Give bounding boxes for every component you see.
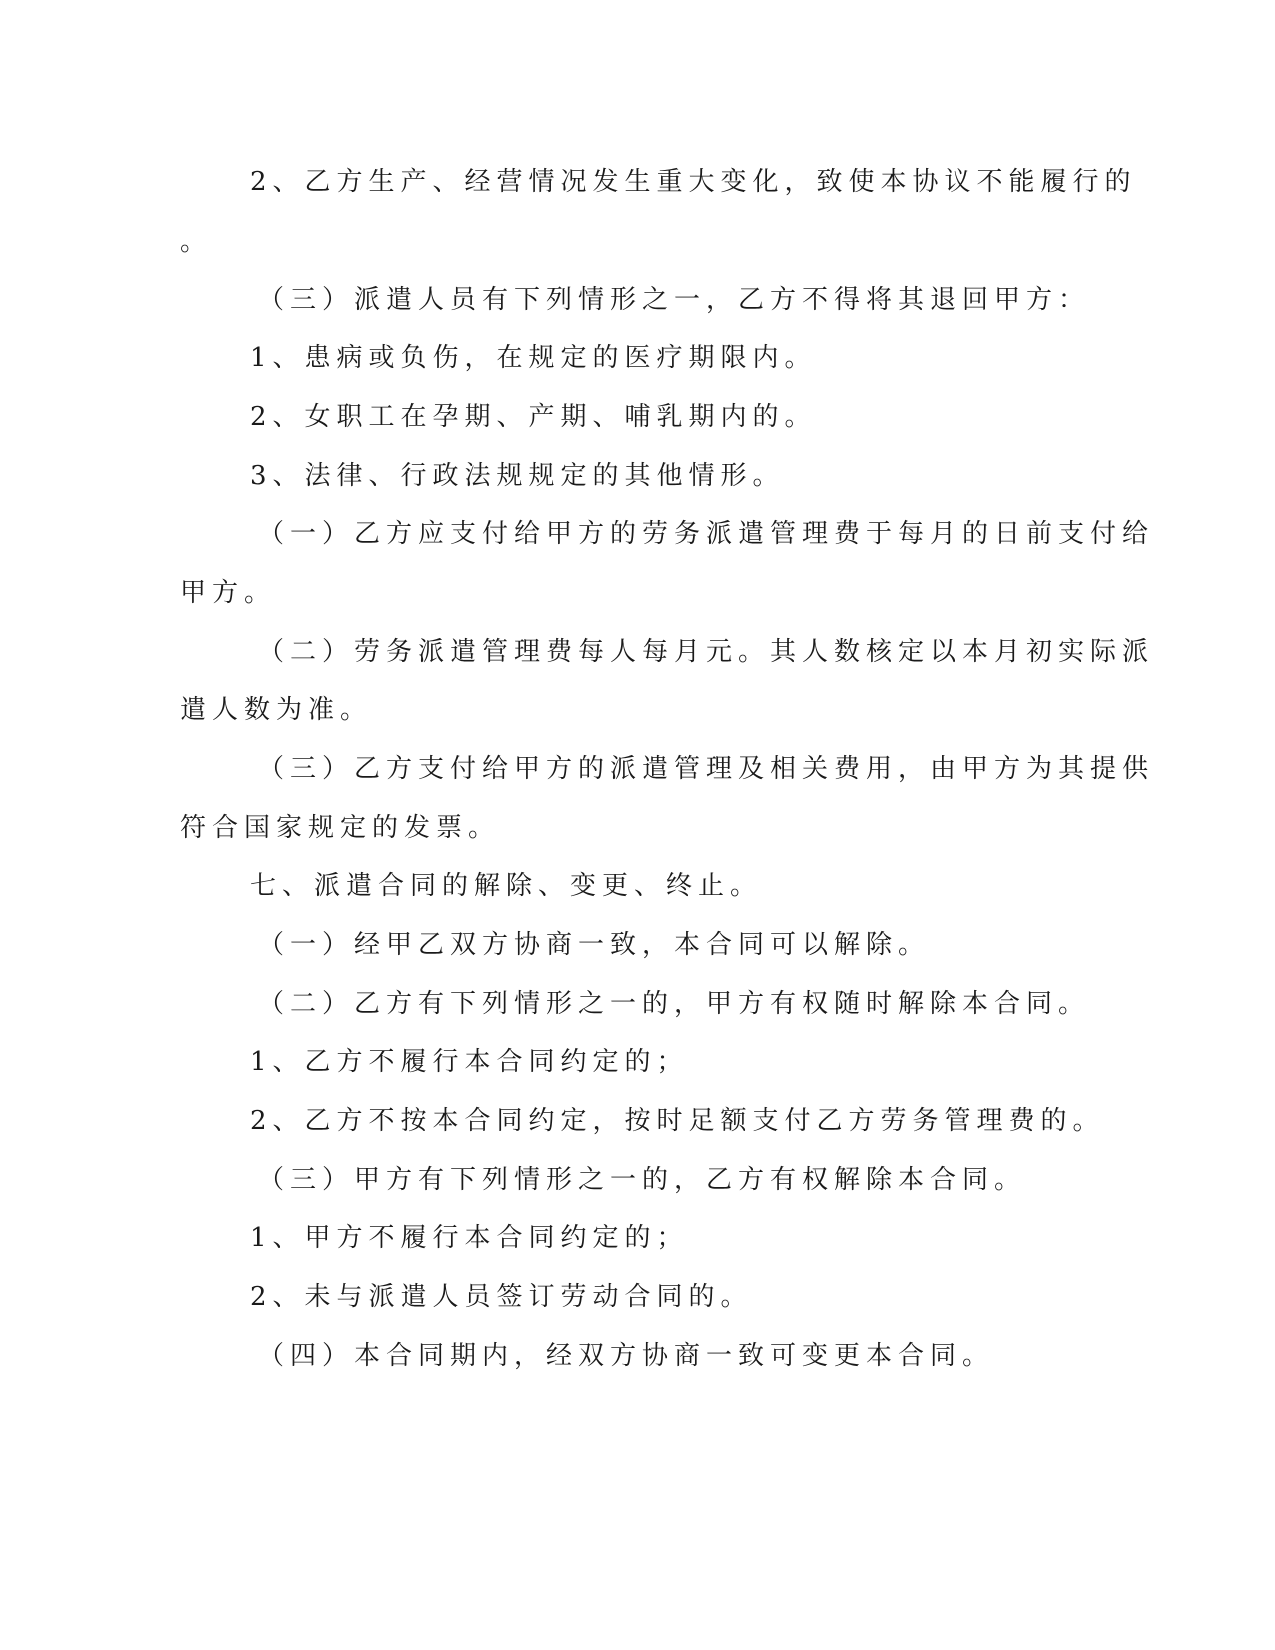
paragraph-line: （三）乙方支付给甲方的派遣管理及相关费用，由甲方为其提供 xyxy=(258,754,1155,784)
paragraph-line: 2、女职工在孕期、产期、哺乳期内的。 xyxy=(250,402,817,432)
paragraph-line: 1、乙方不履行本合同约定的； xyxy=(250,1047,689,1077)
paragraph-line: （四）本合同期内，经双方协商一致可变更本合同。 xyxy=(258,1341,995,1371)
paragraph-line: （一）经甲乙双方协商一致，本合同可以解除。 xyxy=(258,930,931,960)
paragraph-line: 甲方。 xyxy=(180,578,277,608)
paragraph-line: （二）乙方有下列情形之一的，甲方有权随时解除本合同。 xyxy=(258,989,1091,1019)
paragraph-line: （二）劳务派遣管理费每人每月元。其人数核定以本月初实际派 xyxy=(258,637,1155,667)
section-heading: 七、派遣合同的解除、变更、终止。 xyxy=(250,871,763,901)
paragraph-line: 1、甲方不履行本合同约定的； xyxy=(250,1223,689,1253)
paragraph-line: 2、乙方不按本合同约定，按时足额支付乙方劳务管理费的。 xyxy=(250,1106,1105,1136)
paragraph-line: （三）甲方有下列情形之一的，乙方有权解除本合同。 xyxy=(258,1165,1027,1195)
paragraph-line: （一）乙方应支付给甲方的劳务派遣管理费于每月的日前支付给 xyxy=(258,519,1155,549)
paragraph-line: 符合国家规定的发票。 xyxy=(180,813,501,843)
paragraph-line: （三）派遣人员有下列情形之一，乙方不得将其退回甲方： xyxy=(258,285,1091,315)
paragraph-line: 3、法律、行政法规规定的其他情形。 xyxy=(250,461,785,491)
paragraph-line: 1、患病或负伤，在规定的医疗期限内。 xyxy=(250,343,817,373)
paragraph-line: 遣人数为准。 xyxy=(180,695,373,725)
paragraph-line: 。 xyxy=(180,227,213,257)
paragraph-line: 2、未与派遣人员签订劳动合同的。 xyxy=(250,1282,753,1312)
paragraph-line: 2、乙方生产、经营情况发生重大变化，致使本协议不能履行的 xyxy=(250,167,1137,197)
